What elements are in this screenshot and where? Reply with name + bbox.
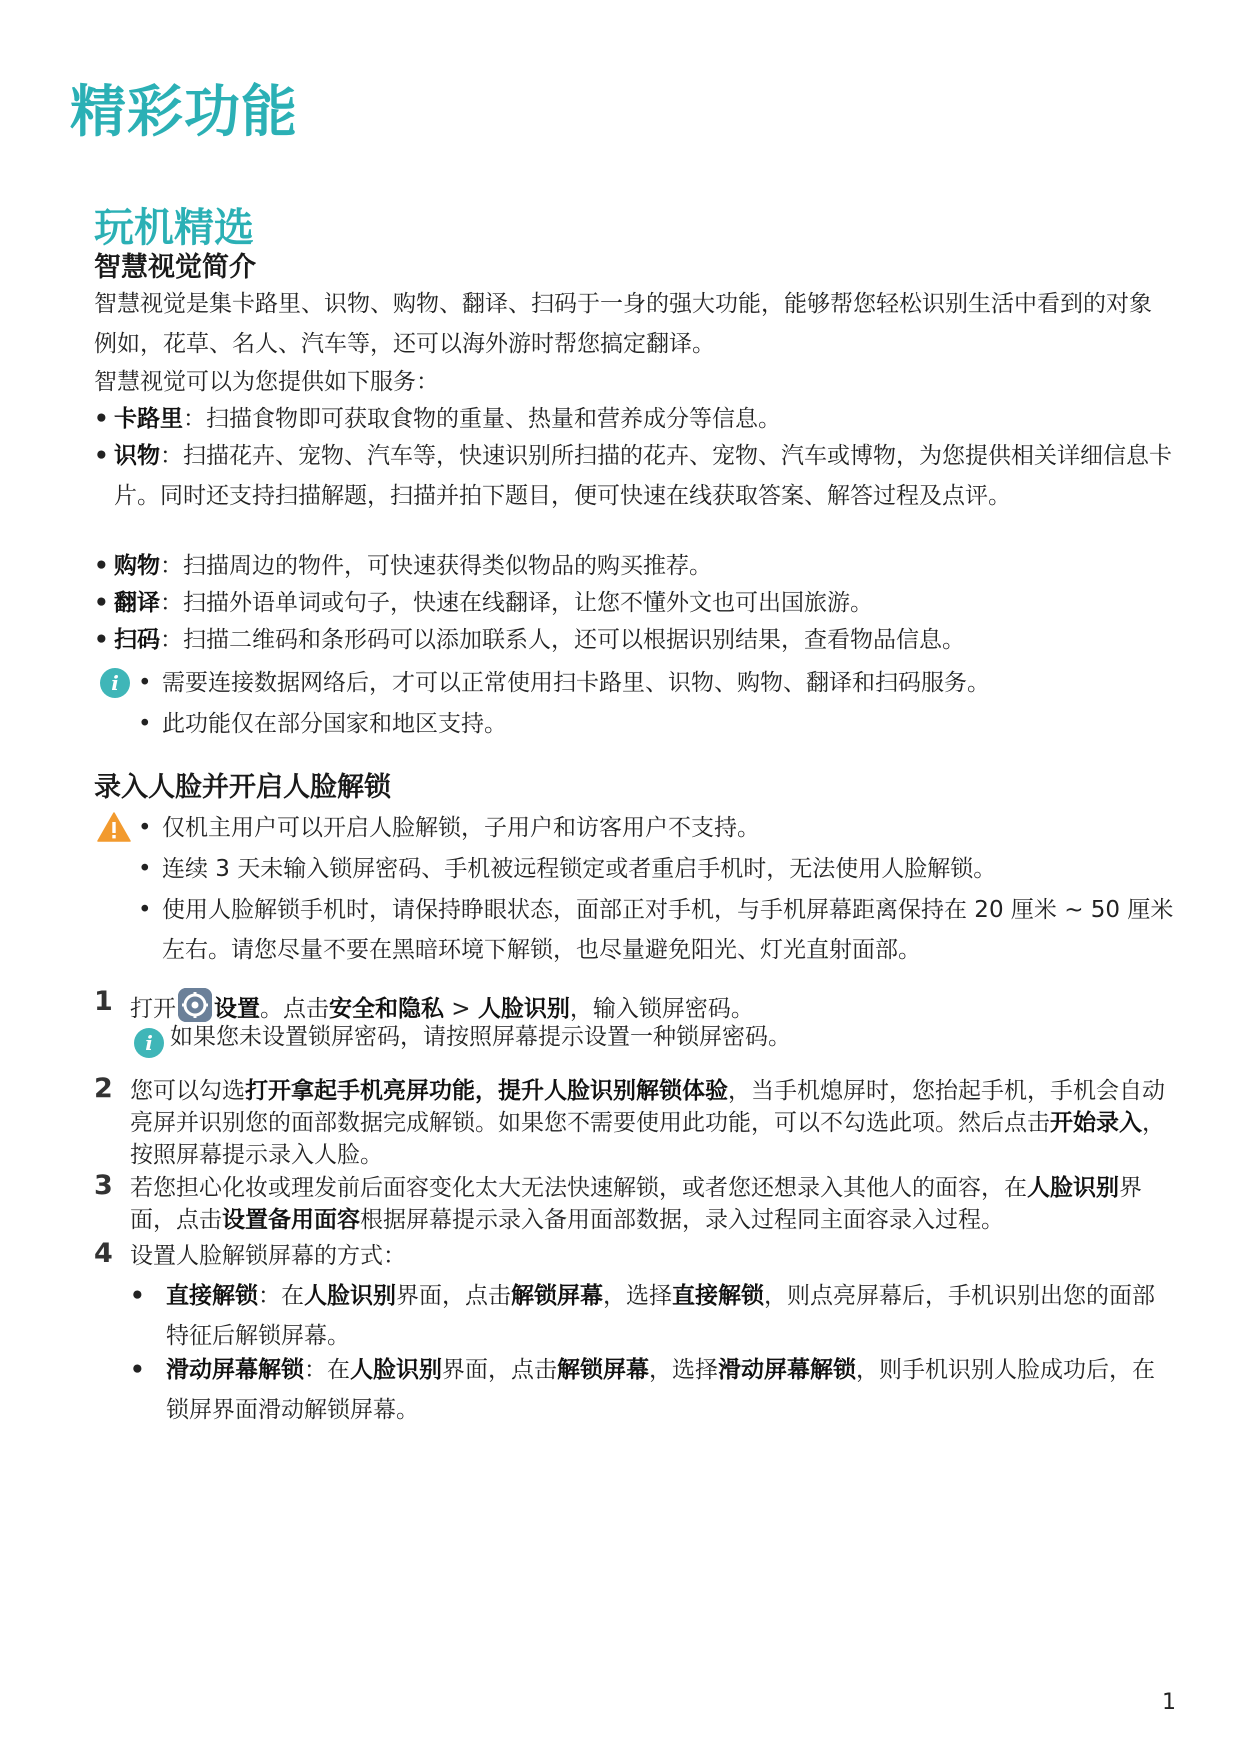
bullet-term: 翻译	[114, 590, 160, 616]
sub-bold: 滑动屏幕解锁	[166, 1357, 304, 1383]
bullet-dot: •	[138, 856, 152, 882]
list-item	[94, 620, 1174, 660]
list-item	[94, 399, 1174, 439]
bullet-text: ：扫描周边的物件，可快速获得类似物品的购买推荐。	[160, 553, 712, 579]
step-4	[94, 1240, 1174, 1272]
step-text: 设置人脸解锁屏幕的方式：	[130, 1243, 406, 1269]
warning-item	[138, 849, 1178, 889]
sub-bold: 解锁屏幕	[557, 1357, 649, 1383]
bullet-dot: •	[94, 590, 109, 616]
step-bold: 人脸识别	[477, 996, 570, 1022]
sub-list-item	[130, 1276, 1175, 1356]
sub-bold: 直接解锁	[672, 1283, 764, 1309]
step-bold: 打开拿起手机亮屏功能，提升人脸识别解锁体验	[245, 1078, 728, 1104]
warning-icon	[97, 812, 131, 842]
sub-text: ：在	[304, 1357, 350, 1383]
bullet-text: ：扫描花卉、宠物、汽车等，快速识别所扫描的花卉、宠物、汽车或博物，为您提供相关详细信息卡片。同时还支持扫描解题，扫描并拍下题目，便可快速在线获取答案、解答过程及点评。	[114, 443, 1172, 509]
sub-bold: 滑动屏幕解锁	[718, 1357, 856, 1383]
warning-item	[138, 890, 1178, 970]
step-text: 若您担心化妆或理发前后面容变化太大无法快速解锁，或者您还想录入其他人的面容，在	[130, 1175, 1027, 1201]
subsection-heading-smart-vision: 智慧视觉简介	[94, 252, 256, 283]
step-tip	[170, 1017, 1170, 1057]
step-bold: 设置	[214, 996, 260, 1022]
step-text: 打开	[130, 996, 176, 1022]
warning-item	[138, 808, 1178, 848]
step-bold: 人脸识别	[1027, 1175, 1119, 1201]
bullet-dot: •	[94, 443, 109, 469]
note-item	[138, 663, 1178, 703]
bullet-dot: •	[94, 406, 109, 432]
bullet-dot: •	[138, 670, 152, 696]
step-number: 4	[94, 1238, 113, 1269]
info-icon: i	[100, 668, 130, 698]
step-number: 1	[94, 986, 113, 1017]
step-text: ，按照屏幕提示录入人脸。	[130, 1110, 1165, 1168]
sub-text: 界面，点击	[442, 1357, 557, 1383]
sub-text: ，则手机识别人脸成功后，在锁屏界面滑动解锁屏幕。	[166, 1357, 1155, 1423]
bullet-dot: •	[94, 627, 109, 653]
step-number: 2	[94, 1073, 113, 1104]
sub-text: ：在	[258, 1283, 304, 1309]
step-text: 界面，点击	[130, 1175, 1142, 1233]
step-bold: 安全和隐私	[329, 996, 444, 1022]
bullet-term: 购物	[114, 553, 160, 579]
sub-text: ，选择	[649, 1357, 718, 1383]
step-bold: 设置备用面容	[222, 1207, 360, 1233]
step-bold: 开始录入	[1050, 1110, 1142, 1136]
warning-text: 使用人脸解锁手机时，请保持睁眼状态，面部正对手机，与手机屏幕距离保持在 20 厘米 ~ 50 厘米左右。请您尽量不要在黑暗环境下解锁，也尽量避免阳光、灯光直射面部。	[162, 897, 1174, 963]
note-item	[138, 704, 1178, 744]
step-text: >	[444, 996, 478, 1022]
step-text: 。点击	[260, 996, 329, 1022]
note-text: 需要连接数据网络后，才可以正常使用扫卡路里、识物、购物、翻译和扫码服务。	[162, 670, 990, 696]
sub-bold: 直接解锁	[166, 1283, 258, 1309]
section-title: 玩机精选	[94, 205, 254, 251]
list-item	[94, 436, 1174, 516]
step-text: 根据屏幕提示录入备用面部数据，录入过程同主面容录入过程。	[360, 1207, 1004, 1233]
bullet-dot: •	[94, 553, 109, 579]
warning-text: 仅机主用户可以开启人脸解锁，子用户和访客用户不支持。	[162, 815, 760, 841]
step-3	[94, 1172, 1174, 1236]
sub-bold: 解锁屏幕	[511, 1283, 603, 1309]
step-text: ，输入锁屏密码。	[569, 996, 754, 1022]
warning-text: 连续 3 天未输入锁屏密码、手机被远程锁定或者重启手机时，无法使用人脸解锁。	[162, 856, 997, 882]
bullet-text: ：扫描外语单词或句子，快速在线翻译，让您不懂外文也可出国旅游。	[160, 590, 873, 616]
bullet-dot: •	[138, 897, 152, 923]
bullet-dot: •	[138, 815, 152, 841]
bullet-term: 识物	[114, 443, 160, 469]
bullet-dot: •	[130, 1283, 145, 1309]
sub-text: ，选择	[603, 1283, 672, 1309]
bullet-dot: •	[138, 711, 152, 737]
bullet-dot: •	[130, 1357, 145, 1383]
tip-text: 如果您未设置锁屏密码，请按照屏幕提示设置一种锁屏密码。	[170, 1024, 791, 1050]
note-text: 此功能仅在部分国家和地区支持。	[162, 711, 507, 737]
chapter-title: 精彩功能	[70, 80, 298, 145]
bullet-text: ：扫描食物即可获取食物的重量、热量和营养成分等信息。	[183, 406, 781, 432]
list-item	[94, 583, 1174, 623]
page-number: 1	[1162, 1690, 1176, 1715]
step-2	[94, 1075, 1174, 1171]
sub-text: 界面，点击	[396, 1283, 511, 1309]
services-intro: 智慧视觉可以为您提供如下服务：	[94, 369, 439, 395]
bullet-term: 卡路里	[114, 406, 183, 432]
bullet-term: 扫码	[114, 627, 160, 653]
bullet-text: ：扫描二维码和条形码可以添加联系人，还可以根据识别结果，查看物品信息。	[160, 627, 965, 653]
list-item	[94, 546, 1174, 586]
step-text: ，当手机熄屏时，您抬起手机，手机会自动亮屏并识别您的面部数据完成解锁。如果您不需要使用此功能，可以不勾选此项。然后点击	[130, 1078, 1165, 1136]
subsection-heading-face-unlock: 录入人脸并开启人脸解锁	[94, 772, 391, 803]
sub-bold: 人脸识别	[304, 1283, 396, 1309]
sub-list-item	[130, 1350, 1175, 1430]
step-number: 3	[94, 1170, 113, 1201]
step-text: 您可以勾选	[130, 1078, 245, 1104]
sub-bold: 人脸识别	[350, 1357, 442, 1383]
sub-text: ，则点亮屏幕后，手机识别出您的面部特征后解锁屏幕。	[166, 1283, 1155, 1349]
intro-paragraph: 智慧视觉是集卡路里、识物、购物、翻译、扫码于一身的强大功能，能够帮您轻松识别生活中看到的对象例如，花草、名人、汽车等，还可以海外游时帮您搞定翻译。	[94, 291, 1152, 357]
info-icon: i	[134, 1028, 164, 1058]
